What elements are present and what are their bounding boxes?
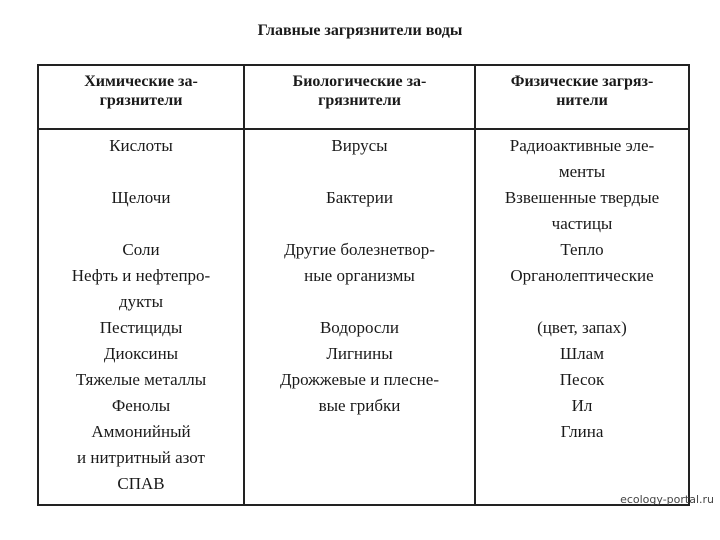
table-cell: Шлам: [560, 344, 604, 363]
table-cell: Соли: [122, 240, 160, 259]
table-cell: Диоксины: [103, 344, 179, 363]
table-cell: и нитритный азот: [77, 448, 205, 467]
table-cell: СПАВ: [117, 474, 165, 493]
table-cell: Тяжелые металлы: [75, 370, 207, 389]
table-cell: Пестициды: [99, 318, 183, 337]
table-cell: [39, 211, 243, 237]
header-divider: [39, 128, 688, 130]
header-physical: Физические загряз- нители: [510, 73, 654, 109]
table-cell: Фенолы: [111, 396, 171, 415]
table-cell: менты: [558, 162, 606, 181]
table-cell: Нефть и нефтепро-: [71, 266, 211, 285]
table-cell: Радиоактивные эле-: [509, 136, 655, 155]
table-cell: Песок: [559, 370, 605, 389]
table-cell: Органолептические: [510, 266, 654, 285]
watermark: ecology-portal.ru: [620, 493, 714, 506]
page-title: Главные загрязнители воды: [257, 22, 463, 39]
table-cell: [245, 211, 474, 237]
table-cell: Водоросли: [319, 318, 400, 337]
table-cell: Щелочи: [111, 188, 171, 207]
table-cell: Взвешенные твердые: [504, 188, 660, 207]
table-cell: вые грибки: [318, 396, 401, 415]
table-cell: Тепло: [560, 240, 604, 259]
column-biological: [245, 133, 474, 419]
table-cell: Аммонийный: [91, 422, 191, 441]
table-cell: Дрожжевые и плесне-: [280, 370, 439, 389]
table-cell: [245, 289, 474, 315]
table-cell: частицы: [551, 214, 613, 233]
table-cell: Кислоты: [109, 136, 173, 155]
header-biological: Биологические за- грязнители: [292, 73, 427, 109]
table-cell: Глина: [560, 422, 604, 441]
header-chemical: Химические за- грязнители: [84, 73, 198, 109]
table-cell: Другие болезнетвор-: [284, 240, 435, 259]
column-physical: [476, 133, 688, 445]
table-cell: Вирусы: [331, 136, 388, 155]
table-cell: [245, 159, 474, 185]
table-cell: Ил: [571, 396, 593, 415]
table-cell: (цвет, запах): [537, 318, 627, 337]
table-cell: ные организмы: [304, 266, 415, 285]
pollutants-table: [37, 64, 690, 506]
column-chemical: [39, 133, 243, 497]
table-cell: Лигнины: [326, 344, 393, 363]
table-cell: [39, 159, 243, 185]
table-cell: дукты: [118, 292, 164, 311]
table-cell: [476, 289, 688, 315]
table-cell: Бактерии: [325, 188, 393, 207]
